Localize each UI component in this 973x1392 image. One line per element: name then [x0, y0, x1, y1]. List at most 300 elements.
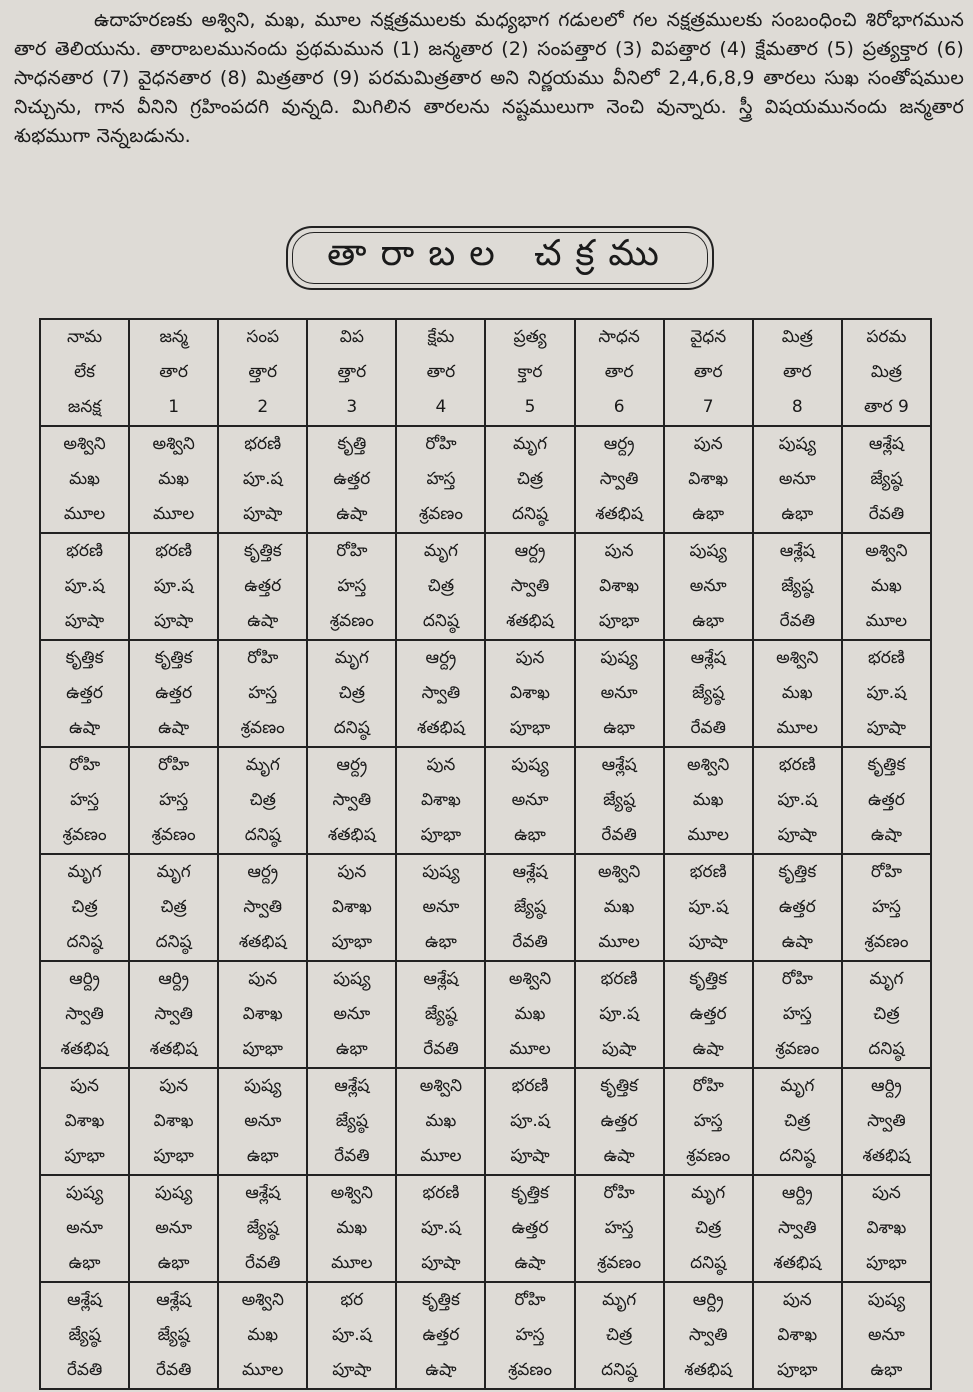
table-cell — [485, 426, 574, 533]
table-row — [40, 640, 931, 747]
row-nakshatra-cell — [40, 640, 129, 747]
cell-line: మూల — [509, 1039, 551, 1059]
table-row — [40, 854, 931, 961]
cell-line: భరణి — [155, 541, 193, 561]
cell-line: కృత్తిక — [65, 648, 104, 668]
cell-line: మృగ — [156, 862, 191, 882]
cell-line: ఆర్ద్రి — [69, 969, 100, 989]
table-row — [40, 961, 931, 1068]
header-cell — [575, 319, 664, 426]
cell-line: అశ్విని — [687, 755, 730, 775]
cell-line: పూభా — [64, 1146, 105, 1166]
row-nakshatra-cell — [40, 961, 129, 1068]
cell-line: స్వాతి — [688, 1325, 728, 1345]
cell-line: రేవతి — [66, 1360, 103, 1380]
cell-line: ఉభా — [781, 504, 814, 524]
cell-line: హస్త — [782, 1004, 812, 1024]
header-cell-line: 7 — [702, 397, 714, 417]
cell-line: రోహి — [68, 755, 101, 775]
cell-line: పుష్య — [154, 1183, 193, 1203]
cell-line: శతభిష — [327, 825, 376, 845]
cell-line: మఖ — [514, 1004, 546, 1024]
header-cell-line: తార 9 — [863, 397, 909, 417]
cell-line: మూల — [63, 504, 106, 524]
cell-line: ఆర్ద్ర — [603, 434, 635, 454]
cell-line: పూ.ష — [331, 1325, 372, 1345]
table-cell — [307, 533, 396, 640]
cell-line: ఆర్ద్ర — [425, 648, 457, 668]
table-cell — [396, 854, 485, 961]
table-cell — [218, 961, 307, 1068]
table-cell — [575, 961, 664, 1068]
cell-line: మఖ — [69, 469, 100, 489]
cell-line: మృగ — [334, 648, 369, 668]
table-cell — [218, 747, 307, 854]
cell-line: స్వాతి — [421, 683, 461, 703]
cell-line: చిత్ర — [71, 897, 98, 917]
table-cell — [485, 961, 574, 1068]
table-cell — [218, 1282, 307, 1389]
cell-line: పూ.ష — [866, 683, 907, 703]
cell-line: స్వాతి — [154, 1004, 193, 1024]
header-cell — [40, 319, 129, 426]
cell-line: అనూ — [244, 1111, 282, 1131]
cell-line: భర — [340, 1290, 364, 1310]
cell-line: పూషా — [866, 718, 907, 738]
cell-line: జ్యేష్ఠ — [68, 1325, 101, 1345]
cell-line: విశాఖ — [599, 576, 640, 596]
cell-line: విశాఖ — [510, 683, 550, 703]
cell-line: పున — [871, 1183, 901, 1203]
cell-line: ఉత్తర — [333, 469, 371, 489]
table-cell — [664, 426, 753, 533]
table-cell — [575, 640, 664, 747]
cell-line: పున — [337, 862, 367, 882]
header-cell-line: 8 — [791, 397, 803, 417]
table-cell — [396, 961, 485, 1068]
cell-line: ఉషా — [69, 718, 101, 738]
cell-line: పుష్య — [422, 862, 460, 882]
cell-line: ఉభా — [68, 1253, 101, 1273]
cell-line: పూ.ష — [688, 897, 729, 917]
cell-line: దనిష్ఠ — [422, 611, 459, 631]
cell-line: ఆర్ద్రి — [871, 1076, 902, 1096]
cell-line: చిత్ర — [516, 469, 544, 489]
cell-line: పూ.ష — [777, 790, 818, 810]
cell-line: శ్రవణం — [507, 1360, 553, 1380]
cell-line: హస్త — [604, 1218, 634, 1238]
cell-line: మృగ — [691, 1183, 726, 1203]
cell-line: మఖ — [603, 897, 635, 917]
header-cell-line: త్తార — [337, 362, 367, 382]
cell-line: ఆశ్లేష — [156, 1290, 192, 1310]
cell-line: పూషా — [510, 1146, 550, 1166]
cell-line: శ్రవణం — [151, 825, 196, 845]
cell-line: మఖ — [692, 790, 724, 810]
row-nakshatra-cell — [40, 426, 129, 533]
cell-line: పున — [426, 755, 456, 775]
header-cell-line: తార — [693, 362, 723, 382]
cell-line: మృగ — [602, 1290, 637, 1310]
table-row — [40, 747, 931, 854]
cell-line: హస్త — [70, 790, 100, 810]
cell-line: శ్రవణం — [864, 932, 909, 952]
cell-line: దనిష్ఠ — [511, 504, 549, 524]
cell-line: పుష్య — [867, 1290, 906, 1310]
cell-line: హస్త — [248, 683, 278, 703]
table-cell — [753, 533, 842, 640]
cell-line: పుష్య — [600, 648, 638, 668]
cell-line: పూషా — [332, 1360, 372, 1380]
table-cell — [664, 1282, 753, 1389]
tarabala-table — [39, 318, 932, 1390]
cell-line: శ్రవణం — [329, 611, 374, 631]
table-cell — [307, 854, 396, 961]
cell-line: పూషా — [421, 1253, 461, 1273]
cell-line: అనూ — [155, 1218, 193, 1238]
cell-line: ఉభా — [692, 611, 725, 631]
cell-line: పూషా — [243, 504, 283, 524]
table-row — [40, 1282, 931, 1389]
table-cell — [307, 1068, 396, 1175]
cell-line: మఖ — [336, 1218, 368, 1238]
cell-line: ఆర్ద్రి — [692, 1290, 724, 1310]
cell-line: ఉషా — [692, 1039, 724, 1059]
cell-line: ఉభా — [870, 1360, 903, 1380]
cell-line: హస్త — [515, 1325, 545, 1345]
cell-line: పూ.ష — [242, 469, 283, 489]
cell-line: రోహి — [247, 648, 279, 668]
cell-line: స్వాతి — [243, 897, 283, 917]
table-cell — [129, 854, 218, 961]
table-cell — [218, 533, 307, 640]
cell-line: భరణి — [778, 755, 816, 775]
cell-line: విశాఖ — [331, 897, 372, 917]
cell-line: రేవతి — [423, 1039, 459, 1059]
table-cell — [396, 640, 485, 747]
cell-line: ఉత్తర — [600, 1111, 638, 1131]
cell-line: పూషా — [154, 611, 194, 631]
table-cell — [664, 1068, 753, 1175]
cell-line: పూభా — [242, 1039, 283, 1059]
table-cell — [307, 1282, 396, 1389]
header-cell — [129, 319, 218, 426]
table-cell — [129, 1282, 218, 1389]
cell-line: పున — [70, 1076, 99, 1096]
cell-line: ఉభా — [603, 718, 635, 738]
table-cell — [575, 854, 664, 961]
table-cell — [753, 854, 842, 961]
cell-line: దనిష్ఠ — [66, 932, 103, 952]
table-cell — [218, 1068, 307, 1175]
table-cell — [842, 747, 931, 854]
cell-line: దనిష్ఠ — [690, 1253, 727, 1273]
cell-line: పూ.ష — [421, 1218, 461, 1238]
cell-line: రోహి — [158, 755, 190, 775]
table-cell — [129, 747, 218, 854]
header-cell-line: 1 — [168, 397, 180, 417]
header-cell-line: ప్రత్య — [513, 327, 547, 347]
header-cell-line: పరమ — [866, 327, 907, 347]
cell-line: శ్రవణం — [686, 1146, 731, 1166]
header-cell — [218, 319, 307, 426]
cell-line: పూభా — [866, 1253, 907, 1273]
table-cell — [842, 961, 931, 1068]
header-cell-line: తార — [782, 362, 812, 382]
cell-line: అశ్విని — [508, 969, 552, 989]
cell-line: మృగ — [512, 434, 548, 454]
table-cell — [396, 1175, 485, 1282]
cell-line: ఉభా — [692, 504, 725, 524]
table-cell — [485, 747, 574, 854]
row-nakshatra-cell — [40, 747, 129, 854]
row-nakshatra-cell — [40, 533, 129, 640]
header-cell-line: జనక్ష — [67, 397, 102, 417]
cell-line: ఉత్తర — [778, 897, 816, 917]
cell-line: స్వాతి — [332, 790, 372, 810]
cell-line: భరణి — [600, 969, 638, 989]
cell-line: పూషా — [688, 932, 728, 952]
cell-line: భరణి — [422, 1183, 460, 1203]
header-cell — [396, 319, 485, 426]
header-cell-line: 6 — [613, 397, 625, 417]
table-cell — [753, 747, 842, 854]
cell-line: అశ్విని — [776, 648, 819, 668]
table-cell — [575, 1175, 664, 1282]
table-cell — [842, 1175, 931, 1282]
cell-line: మూల — [776, 718, 818, 738]
header-cell-line: క్తార — [517, 362, 543, 382]
table-cell — [753, 1068, 842, 1175]
table-cell — [664, 747, 753, 854]
header-cell-line: 3 — [346, 397, 358, 417]
table-cell — [842, 533, 931, 640]
cell-line: పూ.ష — [153, 576, 194, 596]
cell-line: అశ్విని — [419, 1076, 463, 1096]
cell-line: దనిష్ఠ — [155, 932, 192, 952]
cell-line: శతభిష — [60, 1039, 109, 1059]
table-cell — [485, 1068, 574, 1175]
cell-line: ఉషా — [425, 1360, 457, 1380]
title-frame — [286, 226, 714, 290]
table-cell — [129, 961, 218, 1068]
intro-text: ఉదాహరణకు అశ్విని, మఖ, మూల నక్షత్రములకు మధ్యభాగ గడులలో గల నక్షత్రములకు సంబంధించి శిరోభాగమున తార తెలియును. తారాబలమునందు ప్రథమమున (1) జన్మతార (2) సంపత్తార (3) విపత్తార (4) క్షేమతార (5) ప్రత్యక్తార (6) సాధనతార (7) వైధనతార (8) మిత్రతార (9) పరమమిత్రతార అని నిర్ణయము వీనిలో 2,4,6,8,9 తారలు సుఖ సంతోషముల నిచ్చును, గాన వీనిని గ్రహింపదగి వున్నది. మిగిలిన తారలను నష్టములుగా నెంచి వున్నారు. స్త్రీ విషయమునందు జన్మతార శుభముగా నెన్నబడును. — [14, 9, 964, 147]
cell-line: ఉషా — [603, 1146, 635, 1166]
table-cell — [575, 1068, 664, 1175]
header-cell-line: క్షేమ — [427, 327, 455, 347]
cell-line: విశాఖ — [866, 1218, 907, 1238]
header-cell-line: మిత్ర — [870, 362, 903, 382]
cell-line: పుష్య — [778, 434, 817, 454]
table-cell — [307, 747, 396, 854]
cell-line: దనిష్ఠ — [868, 1039, 905, 1059]
cell-line: అశ్విని — [330, 1183, 373, 1203]
cell-line: శతభిష — [684, 1360, 733, 1380]
cell-line: పున — [515, 648, 545, 668]
header-cell-line: 4 — [435, 397, 447, 417]
cell-line: చిత్ర — [338, 683, 365, 703]
header-cell — [753, 319, 842, 426]
cell-line: జ్యేష్ఠ — [692, 683, 725, 703]
header-cell-line: తార — [426, 362, 456, 382]
header-cell-line: 2 — [257, 397, 269, 417]
table-cell — [129, 426, 218, 533]
cell-line: జ్యేష్ఠ — [513, 897, 547, 917]
header-cell — [842, 319, 931, 426]
cell-line: పుషా — [601, 1039, 637, 1059]
cell-line: మృగ — [423, 541, 458, 561]
table-cell — [485, 1282, 574, 1389]
cell-line: జ్యేష్ఠ — [157, 1325, 190, 1345]
cell-line: చిత్ర — [784, 1111, 811, 1131]
header-cell-line: జన్మ — [159, 327, 188, 347]
cell-line: కృత్తిక — [778, 862, 817, 882]
cell-line: మృగ — [67, 862, 102, 882]
table-cell — [753, 426, 842, 533]
cell-line: దనిష్ఠ — [244, 825, 281, 845]
table-cell — [485, 1175, 574, 1282]
cell-line: కృత్తిక — [154, 648, 193, 668]
cell-line: చిత్ర — [249, 790, 276, 810]
cell-line: భరణి — [244, 434, 282, 454]
cell-line: అశ్విని — [63, 434, 106, 454]
cell-line: మఖ — [247, 1325, 279, 1345]
cell-line: జ్యేష్ఠ — [870, 469, 903, 489]
cell-line: చిత్ర — [605, 1325, 633, 1345]
cell-line: ఉత్తర — [155, 683, 193, 703]
table-cell — [307, 640, 396, 747]
table-cell — [129, 1175, 218, 1282]
table-cell — [129, 1068, 218, 1175]
table-cell — [307, 426, 396, 533]
cell-line: మృగ — [780, 1076, 815, 1096]
cell-line: మఖ — [781, 683, 813, 703]
cell-line: చిత్ర — [160, 897, 187, 917]
cell-line: పుష్య — [244, 1076, 282, 1096]
table-cell — [218, 640, 307, 747]
cell-line: పున — [604, 541, 634, 561]
table-cell — [129, 640, 218, 747]
cell-line: ఆశ్లేష — [779, 541, 815, 561]
header-cell-line: మిత్ర — [781, 327, 813, 347]
cell-line: అనూ — [778, 469, 816, 489]
table-cell — [753, 640, 842, 747]
table-cell — [575, 747, 664, 854]
cell-line: శతభిష — [238, 932, 287, 952]
cell-line: ఉషా — [514, 1253, 546, 1273]
cell-line: కృత్తిక — [689, 969, 728, 989]
cell-line: ఉభా — [425, 932, 457, 952]
cell-line: శతభిష — [862, 1146, 911, 1166]
table-row — [40, 426, 931, 533]
table-cell — [575, 1282, 664, 1389]
cell-line: రేవతి — [601, 825, 637, 845]
cell-line: స్వాతి — [777, 1218, 817, 1238]
cell-line: శతభిష — [595, 504, 644, 524]
cell-line: పూ.ష — [510, 1111, 550, 1131]
cell-line: పుష్య — [333, 969, 371, 989]
table-cell — [396, 533, 485, 640]
row-nakshatra-cell — [40, 1175, 129, 1282]
cell-line: రోహి — [603, 1183, 635, 1203]
cell-line: రేవతి — [245, 1253, 281, 1273]
cell-line: పూభా — [420, 825, 462, 845]
table-cell — [485, 533, 574, 640]
table-cell — [753, 1282, 842, 1389]
table-cell — [307, 1175, 396, 1282]
cell-line: దనిష్ఠ — [779, 1146, 816, 1166]
cell-line: రేవతి — [155, 1360, 192, 1380]
header-cell — [485, 319, 574, 426]
cell-line: అశ్విని — [241, 1290, 284, 1310]
cell-line: స్వాతి — [599, 469, 639, 489]
cell-line: ఆర్ద్ర — [514, 541, 546, 561]
table-cell — [664, 854, 753, 961]
cell-line: ఉత్తర — [867, 790, 905, 810]
cell-line: అనూ — [600, 683, 638, 703]
cell-line: పున — [159, 1076, 189, 1096]
cell-line: దనిష్ఠ — [333, 718, 370, 738]
cell-line: ఉషా — [781, 932, 813, 952]
cell-line: అనూ — [66, 1218, 103, 1238]
cell-line: జ్యేష్ఠ — [781, 576, 814, 596]
cell-line: మఖ — [158, 469, 190, 489]
cell-line: శ్రవణం — [62, 825, 107, 845]
cell-line: ఆశ్లేష — [245, 1183, 281, 1203]
cell-line: విశాఖ — [777, 1325, 818, 1345]
cell-line: ఆర్ద్రి — [781, 1183, 813, 1203]
cell-line: జ్యేష్ఠ — [246, 1218, 279, 1238]
cell-line: ఉభా — [335, 1039, 368, 1059]
table-cell — [485, 854, 574, 961]
cell-line: ఆశ్లేష — [868, 434, 904, 454]
cell-line: పూభా — [331, 932, 373, 952]
cell-line: ఉభా — [157, 1253, 190, 1273]
cell-line: ఆశ్లేష — [601, 755, 637, 775]
table-cell — [842, 854, 931, 961]
cell-line: అనూ — [422, 897, 460, 917]
cell-line: హస్త — [337, 576, 367, 596]
cell-line: రోహి — [425, 434, 457, 454]
cell-line: పుష్య — [689, 541, 727, 561]
header-cell-line: సంప — [246, 327, 280, 347]
cell-line: హస్త — [693, 1111, 723, 1131]
cell-line: ఉత్తర — [244, 576, 282, 596]
cell-line: పూభా — [509, 718, 551, 738]
cell-line: పూభా — [777, 1360, 818, 1380]
header-cell-line: వైధన — [690, 327, 727, 347]
row-nakshatra-cell — [40, 854, 129, 961]
table-cell — [664, 533, 753, 640]
table-cell — [575, 426, 664, 533]
cell-line: పూ.ష — [64, 576, 105, 596]
cell-line: స్వాతి — [867, 1111, 906, 1131]
header-cell-line: 5 — [524, 397, 536, 417]
table-cell — [218, 854, 307, 961]
tarabala-table-wrapper — [39, 318, 932, 1384]
cell-line: చిత్ర — [873, 1004, 900, 1024]
cell-line: హస్త — [871, 897, 901, 917]
cell-line: ఉత్తర — [422, 1325, 460, 1345]
cell-line: భరణి — [66, 541, 103, 561]
table-header — [40, 319, 931, 426]
table-cell — [842, 640, 931, 747]
table-cell — [396, 1282, 485, 1389]
cell-line: మూల — [331, 1253, 373, 1273]
cell-line: ఆశ్లేష — [67, 1290, 103, 1310]
cell-line: పున — [693, 434, 723, 454]
cell-line: భరణి — [867, 648, 905, 668]
